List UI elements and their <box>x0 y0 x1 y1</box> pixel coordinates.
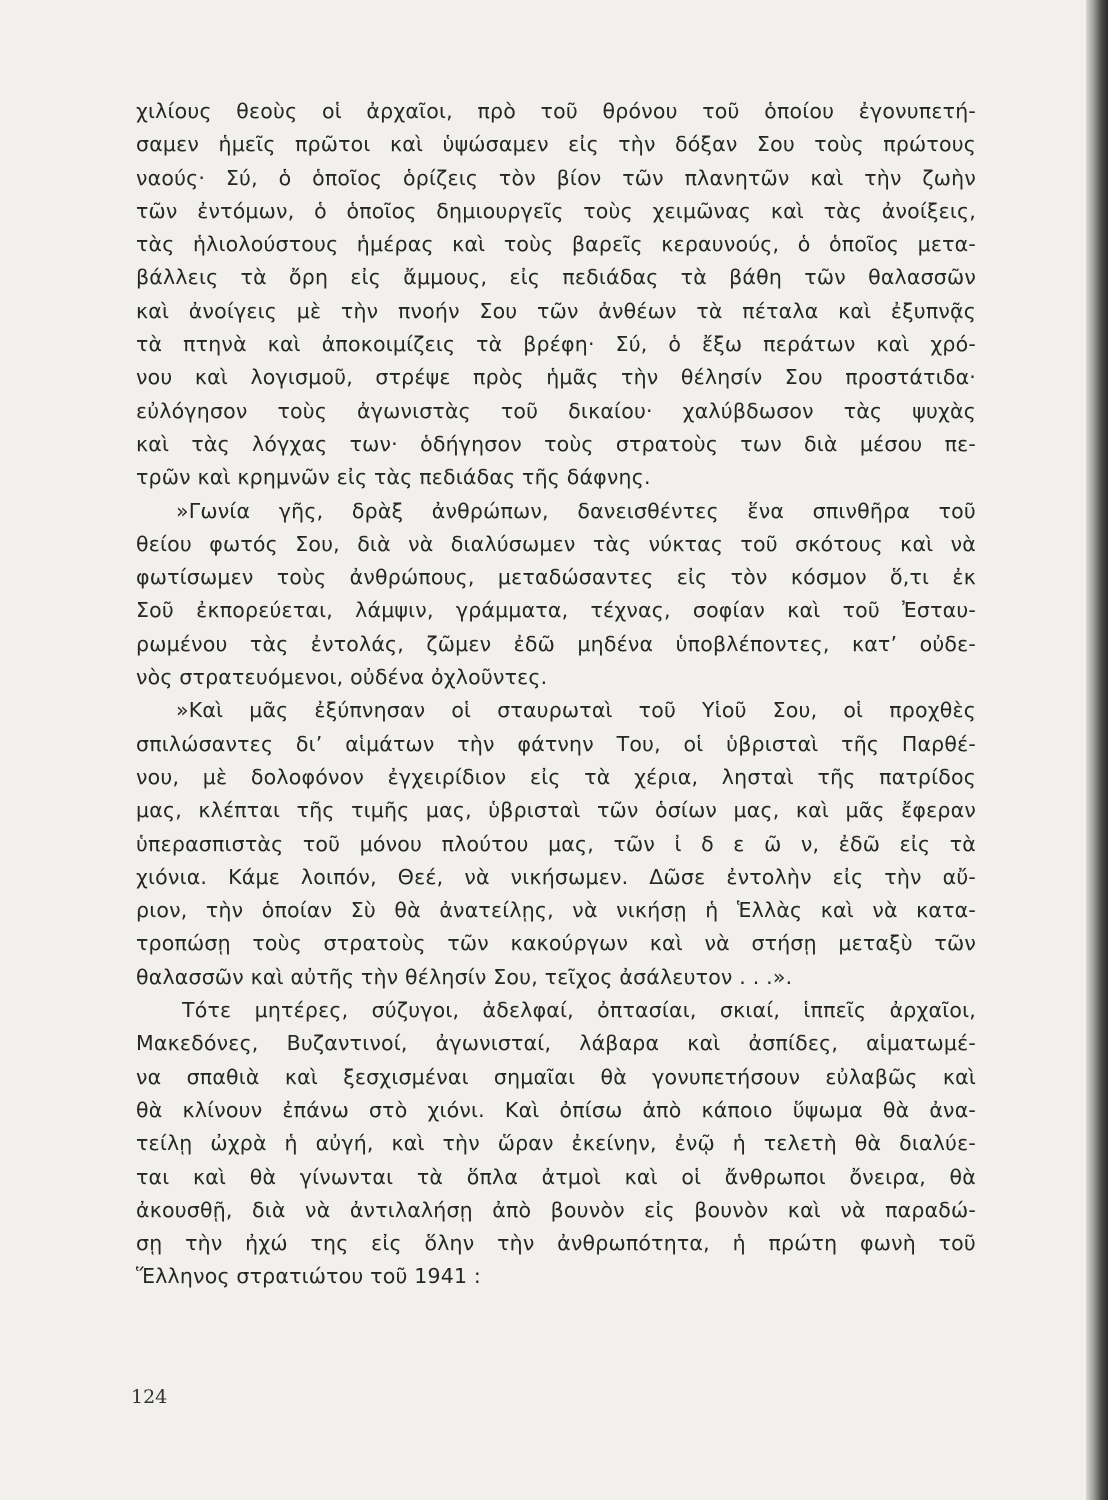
text-line: θαλασσῶν καὶ αὐτῆς τὴν θέλησίν Σου, τεῖχος ἀσάλευτον . . .». <box>136 964 793 989</box>
text-line: τρῶν καὶ κρημνῶν εἰς τὰς πεδιάδας τῆς δάφνης. <box>136 465 651 490</box>
text-line: καὶ τὰς λόγχας των· ὁδήγησον τοὺς στρατοὺς των διὰ μέσου πε- <box>136 431 976 456</box>
text-line: Μακεδόνες, Βυζαντινοί, ἀγωνισταί, λάβαρα καὶ ἀσπίδες, αἱματωμέ- <box>136 1031 976 1056</box>
text-line: τροπώσῃ τοὺς στρατοὺς τῶν κακούργων καὶ νὰ στήσῃ μεταξὺ τῶν <box>136 931 976 956</box>
text-line: ὑπερασπιστὰς τοῦ μόνου πλούτου μας, τῶν ἰ δ ε ῶ ν, ἐδῶ εἰς τὰ <box>136 831 976 856</box>
text-line: ἀκουσθῇ, διὰ νὰ ἀντιλαλήσῃ ἀπὸ βουνὸν εἰς βουνὸν καὶ νὰ παραδώ- <box>136 1197 976 1222</box>
text-line: καὶ ἀνοίγεις μὲ τὴν πνοήν Σου τῶν ἀνθέων τὰ πέταλα καὶ ἐξυπνᾷς <box>136 298 976 323</box>
text-line: ται καὶ θὰ γίνωνται τὰ ὅπλα ἀτμοὶ καὶ οἱ ἄνθρωποι ὄνειρα, θὰ <box>136 1164 976 1189</box>
text-line: μας, κλέπται τῆς τιμῆς μας, ὑβρισταὶ τῶν ὁσίων μας, καὶ μᾶς ἔφεραν <box>136 798 976 823</box>
text-line: τῶν ἐντόμων, ὁ ὁποῖος δημιουργεῖς τοὺς χειμῶνας καὶ τὰς ἀνοίξεις, <box>136 198 976 223</box>
text-line: χιόνια. Κάμε λοιπόν, Θεέ, νὰ νικήσωμεν. Δῶσε ἐντολὴν εἰς τὴν αὔ- <box>136 864 976 889</box>
text-line: »Γωνία γῆς, δρὰξ ἀνθρώπων, δανεισθέντες ἕνα σπινθῆρα τοῦ <box>176 498 976 523</box>
text-line: βάλλεις τὰ ὄρη εἰς ἄμμους, εἰς πεδιάδας τὰ βάθη τῶν θαλασσῶν <box>136 265 976 290</box>
text-line: νου καὶ λογισμοῦ, στρέψε πρὸς ἡμᾶς τὴν θέλησίν Σου προστάτιδα· <box>136 365 976 390</box>
text-line: σπιλώσαντες δι’ αἱμάτων τὴν φάτνην Του, οἱ ὑβρισταὶ τῆς Παρθέ- <box>136 731 976 756</box>
text-line: χιλίους θεοὺς οἱ ἀρχαῖοι, πρὸ τοῦ θρόνου τοῦ ὁποίου ἐγονυπετή- <box>136 99 976 123</box>
text-line: θείου φωτός Σου, διὰ νὰ διαλύσωμεν τὰς νύκτας τοῦ σκότους καὶ νὰ <box>136 531 976 556</box>
text-line: Σοῦ ἐκπορεύεται, λάμψιν, γράμματα, τέχνας, σοφίαν καὶ τοῦ Ἐσταυ- <box>136 598 976 623</box>
text-line: θὰ κλίνουν ἐπάνω στὸ χιόνι. Καὶ ὀπίσω ἀπὸ κάποιο ὕψωμα θὰ ἀνα- <box>136 1097 976 1122</box>
text-line: τὰ πτηνὰ καὶ ἀποκοιμίζεις τὰ βρέφη· Σύ, ὁ ἔξω περάτων καὶ χρό- <box>136 332 976 357</box>
text-line: να σπαθιὰ καὶ ξεσχισμέναι σημαῖαι θὰ γονυπετήσουν εὐλαβῶς καὶ <box>136 1064 976 1089</box>
page-number: 124 <box>131 1386 168 1408</box>
book-spine-shadow <box>1086 0 1108 1500</box>
text-line: φωτίσωμεν τοὺς ἀνθρώπους, μεταδώσαντες εἰς τὸν κόσμον ὅ,τι ἐκ <box>136 565 976 590</box>
text-line: τὰς ἡλιολούστους ἡμέρας καὶ τοὺς βαρεῖς κεραυνούς, ὁ ὁποῖος μετα- <box>136 232 976 257</box>
text-line: σῃ τὴν ἠχώ της εἰς ὅλην τὴν ἀνθρωπότητα, ἡ πρώτη φωνὴ τοῦ <box>136 1231 976 1256</box>
body-text <box>136 95 976 1294</box>
text-line: σαμεν ἡμεῖς πρῶτοι καὶ ὑψώσαμεν εἰς τὴν δόξαν Σου τοὺς πρώτους <box>136 132 976 157</box>
text-line: τείλῃ ὠχρὰ ἡ αὐγή, καὶ τὴν ὥραν ἐκείνην, ἐνῷ ἡ τελετὴ θὰ διαλύε- <box>136 1131 976 1156</box>
text-line: νὸς στρατευόμενοι, οὐδένα ὀχλοῦντες. <box>136 665 548 690</box>
text-line: Ἕλληνος στρατιώτου τοῦ 1941 : <box>136 1264 482 1289</box>
text-line: ρωμένου τὰς ἐντολάς, ζῶμεν ἐδῶ μηδένα ὑποβλέποντες, κατ’ οὐδε- <box>136 631 976 656</box>
text-line: εὐλόγησον τοὺς ἀγωνιστὰς τοῦ δικαίου· χαλύβδωσον τὰς ψυχὰς <box>136 398 976 423</box>
text-line: νου, μὲ δολοφόνον ἐγχειρίδιον εἰς τὰ χέρια, λησταὶ τῆς πατρίδος <box>136 764 976 789</box>
text-line: ριον, τὴν ὁποίαν Σὺ θὰ ἀνατείλῃς, νὰ νικήσῃ ἡ Ἑλλὰς καὶ νὰ κατα- <box>136 898 976 923</box>
text-line: »Καὶ μᾶς ἐξύπνησαν οἱ σταυρωταὶ τοῦ Υἱοῦ Σου, οἱ προχθὲς <box>176 698 976 723</box>
text-line: Τότε μητέρες, σύζυγοι, ἀδελφαί, ὀπτασίαι, σκιαί, ἱππεῖς ἀρχαῖοι, <box>182 998 976 1023</box>
text-line: ναούς· Σύ, ὁ ὁποῖος ὁρίζεις τὸν βίον τῶν πλανητῶν καὶ τὴν ζωὴν <box>136 165 976 190</box>
